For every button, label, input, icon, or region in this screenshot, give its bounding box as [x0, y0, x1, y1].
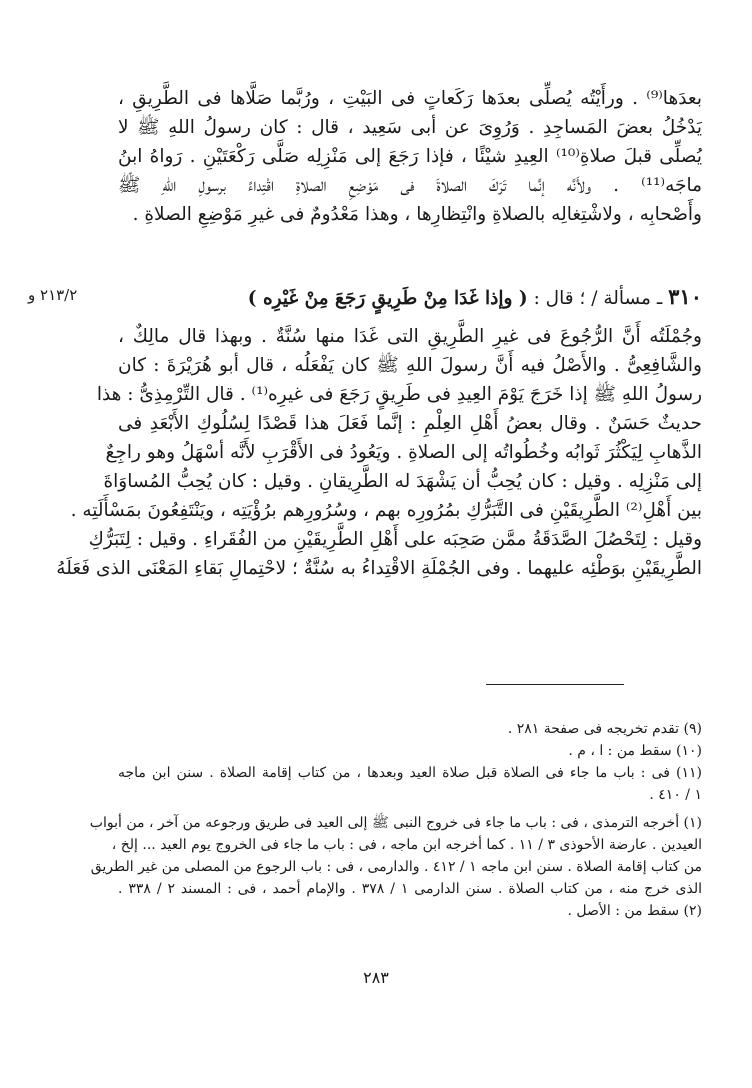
text-line: الطَّرِيقَيْنِ بوَطْئِه عليهما . وفى الجُمْلَةِ الاقْتِداءُ به سُنَّةٌ ؛ لاحْتِمالِ بَقاءِ المَعْنَى الذى فَعَلَهُ: [56, 558, 702, 579]
text-line: ماجَه⁽¹¹⁾ . ولأَنَّه إنَّما تَرَكَ الصلاةَ فى مَوْضِعِ الصلاةِ اقْتِداءً برسولِ اللهِ ﷺ: [118, 175, 702, 196]
text-line: بين أَهْلِ⁽²⁾ الطَّرِيقَيْنِ فى التَّبَرُّكِ بمُرُورِه بهم ، وسُرُورِهم برُؤْيَتِه ، ويَنْتَفِعُونَ بمَسْأَلَتِه .: [70, 500, 702, 521]
text-line: يُصلِّى قبلَ صلاةِ⁽¹⁰⁾ العِيدِ شيْئًا ، فإذا رَجَعَ إلى مَنْزِلِه صَلَّى رَكْعَتَيْنِ . رَواهُ ابنُ: [118, 146, 702, 167]
text-line: بعدَها⁽⁹⁾ . ورأَيْتُه يُصلِّى بعدَها رَكَعاتٍ فى البَيْتِ ، ورُبَّما صَلَّاها فى الطَّرِيقِ ،: [118, 88, 702, 109]
text-line: وجُمْلَتُه أَنَّ الرُّجُوعَ فى غيرِ الطَّرِيقِ التى غَدَا منها سُنَّةٌ . وبهذا قال مالِكٌ ،: [118, 326, 702, 347]
section-prefix: ـ مسألة / ؛ قال :: [533, 288, 663, 309]
footnote: ١ / ٤١٠ .: [649, 787, 702, 803]
text-line: وقيل : لِتَحْصُلَ الصَّدَقَةُ ممَّن صَحِبَه على أَهْلِ الطَّرِيقَيْنِ من الفُقَراءِ . وقيل : لِتَبَرُّكِ: [88, 529, 702, 550]
text-line: يَدْخُلُ بعضَ المَساجِدِ . وَرُوِىَ عن أبى سَعِيد ، قال : كان رسولُ اللهِ ﷺ لا: [118, 117, 702, 138]
section-title: ( وإذا غَدَا مِنْ طَرِيقٍ رَجَعَ مِنْ غَيْرِه ): [247, 288, 528, 309]
page-number: ٢٨٣: [363, 968, 389, 987]
section-heading: [118, 282, 702, 312]
footnote: (٩) تقدم تخريجه فى صفحة ٢٨١ .: [507, 721, 702, 737]
text-line: الذَّهابِ لِيَكْثُرَ ثَوابُه وخُطُواتُه إلى الصلاةِ . ويَعُودُ فى الأَقْرَبِ لأَنَّه أسْهَلُ وهو راجِعٌ: [105, 442, 702, 463]
text-line: إلى مَنْزِلِه . وقيل : كان يُحِبُّ أن يَشْهَدَ له الطَّرِيقانِ . وقيل : كان يُحِبُّ المُساوَاةَ: [103, 471, 702, 492]
footnote: (١١) فى : باب ما جاء فى الصلاة قبل صلاة العيد وبعدها ، من كتاب إقامة الصلاة . سنن ابن ماجه: [118, 765, 702, 781]
top-paragraph: [118, 84, 702, 229]
text-line: والشَّافِعِىُّ . والأَصْلُ فيه أَنَّ رسولَ اللهِ ﷺ كان يَفْعَلُه ، قال أبو هُرَيْرَةَ : كان: [118, 355, 702, 376]
text-line: حديثٌ حَسَنٌ . وقال بعضُ أَهْلِ العِلْمِ : إنَّما فَعَلَ هذا قَصْدًا لِسُلُوكِ الأَبْعَدِ فى: [118, 413, 702, 434]
footnote: من كتاب إقامة الصلاة . سنن ابن ماجه ١ / ٤١٢ . والدارمى ، فى : باب الرجوع من المصلى من غير الطريق: [90, 859, 702, 875]
footnote-separator: [486, 684, 624, 685]
text-line: وأَصْحابِه ، ولاشْتِغالِه بالصلاةِ وانْتِظارِها ، وهذا مَعْدُومٌ فى غيرِ مَوْضِعِ الصلاةِ .: [132, 204, 702, 225]
footnote: الذى خرج منه ، من كتاب الصلاة . سنن الدارمى ١ / ٣٧٨ . والإمام أحمد ، فى : المسند ٢ / ٣٣٨ .: [118, 881, 702, 897]
text-line: رسولُ اللهِ ﷺ إذا خَرَجَ يَوْمَ العِيدِ فى طَرِيقٍ رَجَعَ فى غيرِه⁽¹⁾ . قال التِّرْمِذِىُّ : هذا: [96, 384, 702, 405]
footnotes: [89, 718, 702, 922]
manuscript-folio-note: ٢١٣/٢ و: [28, 286, 78, 304]
main-paragraph: [56, 322, 702, 583]
section-number: ٣١٠: [668, 284, 702, 309]
footnote: (١) أخرجه الترمذى ، فى : باب ما جاء فى خروج النبى ﷺ إلى العيد فى طريق ورجوعه من آخر ، من أبواب: [89, 815, 702, 831]
footnote: (١٠) سقط من : ا ، م .: [568, 743, 702, 759]
footnote: (٢) سقط من : الأصل .: [567, 903, 702, 919]
footnote: العيدين . عارضة الأحوذى ٣ / ١١ . كما أخرجه ابن ماجه ، فى : باب ما جاء فى الخروج يوم العيد ... إلخ ،: [111, 837, 702, 853]
